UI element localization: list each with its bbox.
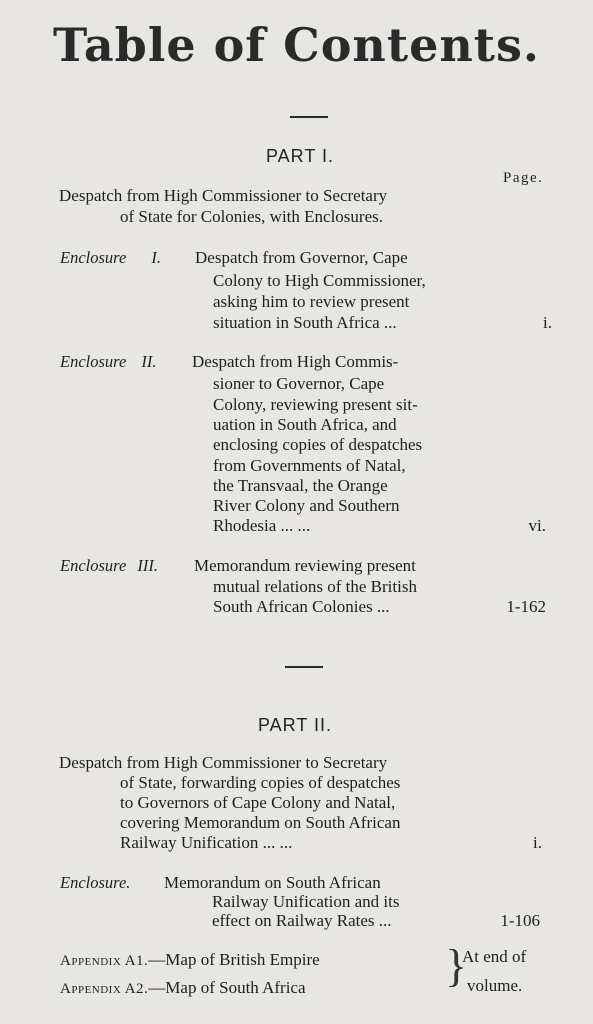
enclosure-1-line: situation in South Africa ... (213, 313, 397, 332)
enclosure-2-line: sioner to Governor, Cape (213, 374, 385, 393)
appendix-note-line: volume. (467, 976, 523, 995)
appendix-a1: Appendix A1.—Map of British Empire (60, 950, 320, 969)
part-2-despatch-line: covering Memorandum on South African (120, 813, 401, 832)
part-1-heading: PART I. (266, 146, 335, 166)
divider (290, 116, 328, 118)
enclosure-3-label: Enclosure III. (60, 556, 158, 575)
part-2-enclosure-label: Enclosure. (60, 873, 131, 892)
part-2-heading: PART II. (258, 715, 333, 735)
page-column-heading: Page. (503, 170, 544, 186)
part-2-despatch-line: Despatch from High Commissioner to Secretary (59, 753, 388, 772)
enclosure-2-line: River Colony and Southern (213, 496, 400, 515)
enclosure-3-line: mutual relations of the British (213, 577, 417, 596)
enclosure-2-line: Despatch from High Commis- (192, 352, 399, 371)
enclosure-2-label: Enclosure II. (60, 352, 157, 371)
divider (285, 666, 323, 668)
part-1-despatch-line: Despatch from High Commissioner to Secretary (59, 186, 388, 205)
part-1-despatch-line: of State for Colonies, with Enclosures. (120, 207, 383, 226)
enclosure-2-line: from Governments of Natal, (213, 456, 406, 475)
enclosure-2-line: Rhodesia ... ... (213, 516, 311, 535)
part-2-enclosure-page: 1-106 (500, 911, 540, 930)
page-title: Table of Contents. (53, 18, 540, 72)
enclosure-3-page: 1-162 (506, 597, 546, 616)
enclosure-2-line: enclosing copies of despatches (213, 435, 423, 454)
enclosure-1-page: i. (543, 313, 552, 332)
enclosure-2-line: uation in South Africa, and (213, 415, 397, 434)
enclosure-1-line: asking him to review present (213, 292, 410, 311)
enclosure-2-line: the Transvaal, the Orange (213, 476, 388, 495)
enclosure-1-label: Enclosure I. (60, 248, 162, 267)
part-2-despatch-line: to Governors of Cape Colony and Natal, (120, 793, 396, 812)
enclosure-2-line: Colony, reviewing present sit- (213, 395, 418, 414)
part-2-despatch-page: i. (533, 833, 542, 852)
enclosure-1-line: Colony to High Commissioner, (213, 271, 426, 290)
enclosure-3-line: Memorandum reviewing present (194, 556, 416, 575)
part-2-despatch-line: of State, forwarding copies of despatches (120, 773, 401, 792)
part-2-despatch-line: Railway Unification ... ... (120, 833, 293, 852)
appendix-a2: Appendix A2.—Map of South Africa (60, 978, 306, 997)
appendix-note-line: At end of (462, 947, 527, 966)
part-2-enclosure-line: Railway Unification and its (212, 892, 400, 911)
part-2-enclosure-line: Memorandum on South African (164, 873, 381, 892)
enclosure-3-line: South African Colonies ... (213, 597, 390, 616)
part-2-enclosure-line: effect on Railway Rates ... (212, 911, 392, 930)
appendix-brace: } (445, 940, 468, 991)
enclosure-2-page: vi. (528, 516, 546, 535)
enclosure-1-line: Despatch from Governor, Cape (195, 248, 408, 267)
